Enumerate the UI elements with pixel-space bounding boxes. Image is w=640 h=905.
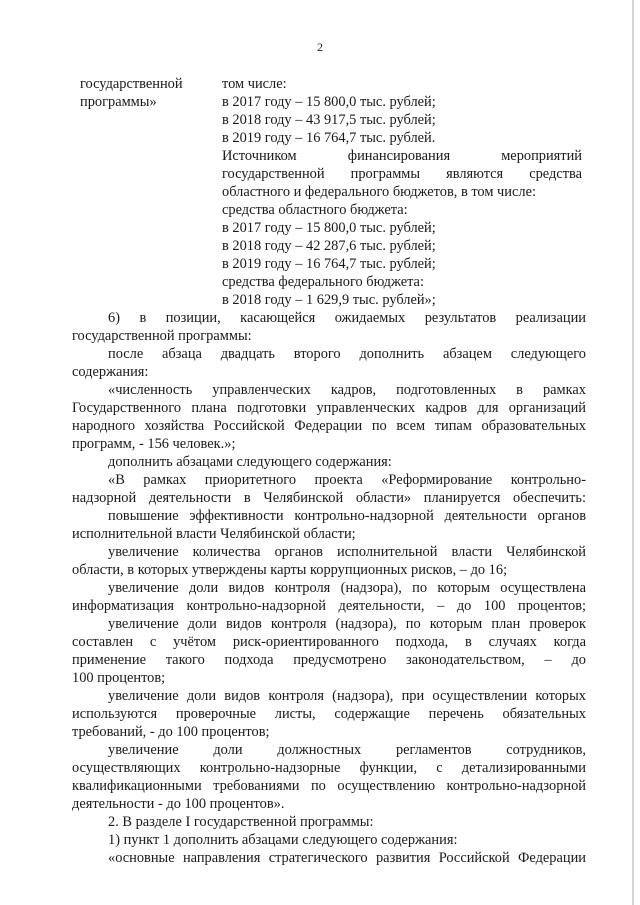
page-number: 2	[317, 40, 323, 54]
body-line: информатизация контрольно-надзорной деятельности, – до 100 процентов;	[72, 598, 586, 614]
body-line: после абзаца двадцать второго дополнить абзацем следующего	[108, 346, 586, 362]
scan-edge-line	[632, 0, 634, 905]
body-line: применение такого подхода предусмотрено законодательством, – до	[72, 652, 586, 668]
body-line: дополнить абзацами следующего содержания:	[108, 454, 392, 470]
body-line: исполнительной власти Челябинской области;	[72, 526, 356, 542]
body-line: увеличение количества органов исполнительной власти Челябинской	[108, 544, 586, 560]
table-right-line: в 2018 году – 42 287,6 тыс. рублей;	[222, 238, 436, 254]
table-right-line: в 2019 году – 16 764,7 тыс. рублей;	[222, 256, 436, 272]
body-line: повышение эффективности контрольно-надзорной деятельности органов	[108, 508, 586, 524]
body-line: увеличение доли видов контроля (надзора), при осуществлении которых	[108, 688, 586, 704]
body-line: «В рамках приоритетного проекта «Реформирование контрольно-	[108, 472, 586, 488]
body-line: квалификационными требованиями по осуществлению контрольно-надзорной	[72, 778, 586, 794]
table-right-line: в 2019 году – 16 764,7 тыс. рублей.	[222, 130, 436, 146]
table-right-line: в 2017 году – 15 800,0 тыс. рублей;	[222, 94, 436, 110]
body-line: требований, - до 100 процентов;	[72, 724, 270, 740]
table-left-line: программы»	[80, 94, 157, 110]
table-right-line: в 2017 году – 15 800,0 тыс. рублей;	[222, 220, 436, 236]
body-line: увеличение доли должностных регламентов сотрудников,	[108, 742, 586, 758]
body-line: деятельности - до 100 процентов».	[72, 796, 285, 812]
body-line: «основные направления стратегического развития Российской Федерации	[108, 850, 586, 866]
table-right-line: государственной программы являются средства	[222, 166, 582, 182]
body-line: 100 процентов;	[72, 670, 166, 686]
body-line: осуществляющих контрольно-надзорные функции, с детализированными	[72, 760, 586, 776]
body-line: «численность управленческих кадров, подготовленных в рамках	[108, 382, 586, 398]
body-line: программ, - 156 человек.»;	[72, 436, 236, 452]
body-line: области, в которых утверждены карты коррупционных рисков, – до 16;	[72, 562, 508, 578]
table-right-line: в 2018 году – 1 629,9 тыс. рублей»;	[222, 292, 436, 308]
table-right-line: средства федерального бюджета:	[222, 274, 424, 290]
body-line: увеличение доли видов контроля (надзора), по которым осуществлена	[108, 580, 586, 596]
body-line: надзорной деятельности в Челябинской области» планируется обеспечить:	[72, 490, 586, 506]
body-line: 2. В разделе I государственной программы:	[108, 814, 374, 830]
table-left-line: государственной	[80, 76, 183, 92]
body-line: увеличение доли видов контроля (надзора), по которым план проверок	[108, 616, 586, 632]
table-right-line: том числе:	[222, 76, 287, 92]
table-right-line: средства областного бюджета:	[222, 202, 408, 218]
body-line: составлен с учётом риск-ориентированного подхода, в случаях когда	[72, 634, 586, 650]
body-line: государственной программы:	[72, 328, 252, 344]
body-line: 1) пункт 1 дополнить абзацами следующего содержания:	[108, 832, 458, 848]
body-line: народного хозяйства Российской Федерации по всем типам образовательных	[72, 418, 586, 434]
body-line: Государственного плана подготовки управленческих кадров для организаций	[72, 400, 586, 416]
body-line: используются проверочные листы, содержащие перечень обязательных	[72, 706, 586, 722]
table-right-line: Источником финансирования мероприятий	[222, 148, 582, 164]
table-right-line: в 2018 году – 43 917,5 тыс. рублей;	[222, 112, 436, 128]
body-line: 6) в позиции, касающейся ожидаемых результатов реализации	[108, 310, 586, 326]
table-right-line: областного и федерального бюджетов, в том числе:	[222, 184, 536, 200]
body-line: содержания:	[72, 364, 149, 380]
